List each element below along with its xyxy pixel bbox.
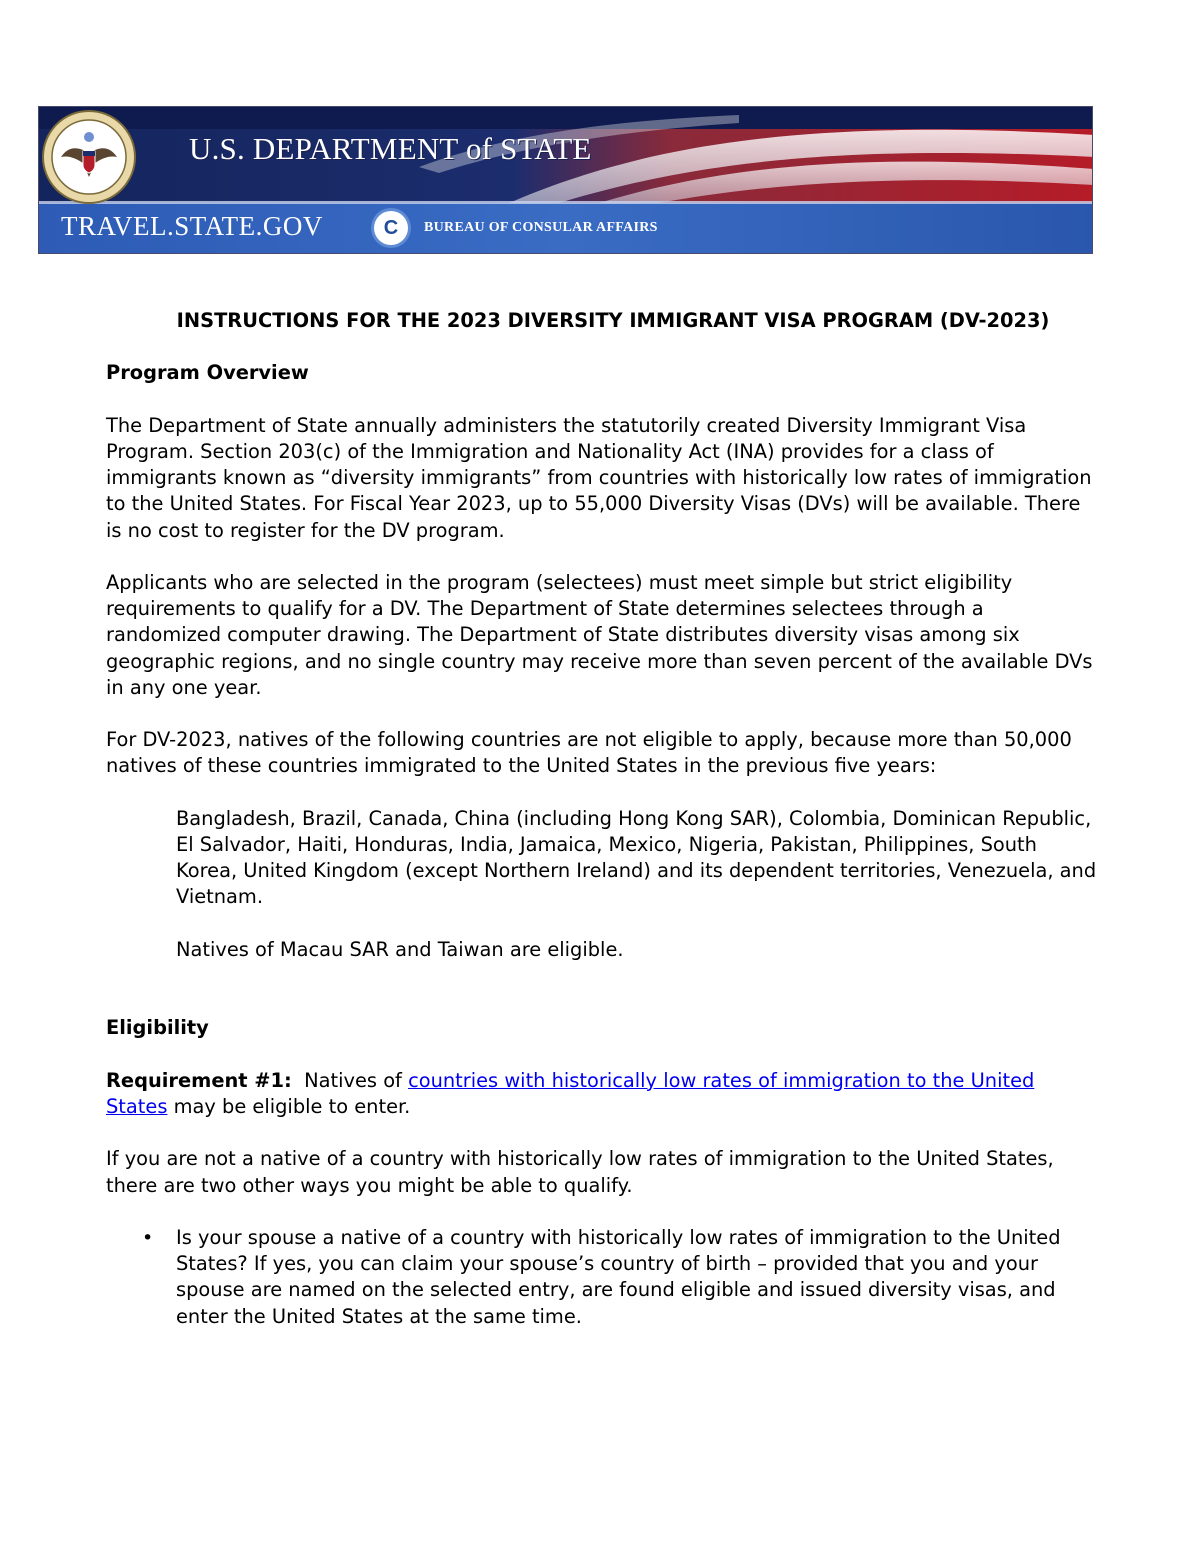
low-immigration-countries-link[interactable]: countries with historically low rates of immigration to the United States bbox=[106, 1068, 1035, 1118]
ineligible-countries-list: Bangladesh, Brazil, Canada, China (including Hong Kong SAR), Colombia, Dominican Republic, El Salvador, Haiti, Honduras, India, Jamaica, Mexico, Nigeria, Pakistan, Philippines, South Korea, United Kingdom (except Northern Ireland) and its dependent territories, Venezuela, and Vietnam. bbox=[176, 806, 1097, 909]
list-item bbox=[142, 1225, 1100, 1330]
document-body bbox=[106, 308, 1100, 1330]
overview-paragraph-2: Applicants who are selected in the program (selectees) must meet simple but strict eligibility requirements to qualify for a DV. The Department of State determines selectees through a randomized computer drawing. The Department of State distributes diversity visas among six geographic regions, and no single country may receive more than seven percent of the available DVs in any one year. bbox=[106, 570, 1093, 699]
other-ways-paragraph: If you are not a native of a country with historically low rates of immigration to the United States, there are two other ways you might be able to qualify. bbox=[106, 1147, 1054, 1197]
header-banner bbox=[38, 106, 1093, 254]
requirement-1-pre: Natives of bbox=[304, 1068, 402, 1092]
requirement-1 bbox=[106, 1068, 1100, 1120]
site-name: TRAVEL.STATE.GOV bbox=[61, 211, 323, 241]
document-title: INSTRUCTIONS FOR THE 2023 DIVERSITY IMMIGRANT VISA PROGRAM (DV-2023) bbox=[176, 309, 1050, 332]
eligibility-heading: Eligibility bbox=[106, 1016, 209, 1040]
overview-heading: Program Overview bbox=[106, 361, 309, 385]
list-item-text: Is your spouse a native of a country with historically low rates of immigration to the United States? If yes, you can claim your spouse’s country of birth – provided that you and your spouse are named on the selected entry, are found eligible and issued diversity visas, and enter the United States at the same time. bbox=[176, 1225, 1061, 1328]
overview-paragraph-3: For DV-2023, natives of the following countries are not eligible to apply, because more than 50,000 natives of these countries immigrated to the United States in the previous five years: bbox=[106, 728, 1072, 778]
eligible-note: Natives of Macau SAR and Taiwan are eligible. bbox=[176, 937, 624, 961]
overview-paragraph-1: The Department of State annually administers the statutorily created Diversity Immigrant Visa Program. Section 203(c) of the Immigration and Nationality Act (INA) provides for a class of immigrants known as “diversity immigrants” from countries with historically low rates of immigration to the United States. For Fiscal Year 2023, up to 55,000 Diversity Visas (DVs) will be available. There is no cost to register for the DV program. bbox=[106, 413, 1092, 542]
department-name: U.S. DEPARTMENT of STATE bbox=[189, 131, 592, 166]
requirement-1-post: may be eligible to enter. bbox=[173, 1094, 411, 1118]
qualification-list bbox=[106, 1225, 1100, 1330]
bureau-name: BUREAU OF CONSULAR AFFAIRS bbox=[424, 220, 658, 235]
requirement-1-label: Requirement #1: bbox=[106, 1068, 292, 1092]
department-seal-icon bbox=[39, 107, 139, 207]
consular-affairs-icon: C bbox=[374, 211, 408, 245]
spacer bbox=[106, 989, 1100, 1015]
bullet-icon: • bbox=[142, 1226, 154, 1249]
